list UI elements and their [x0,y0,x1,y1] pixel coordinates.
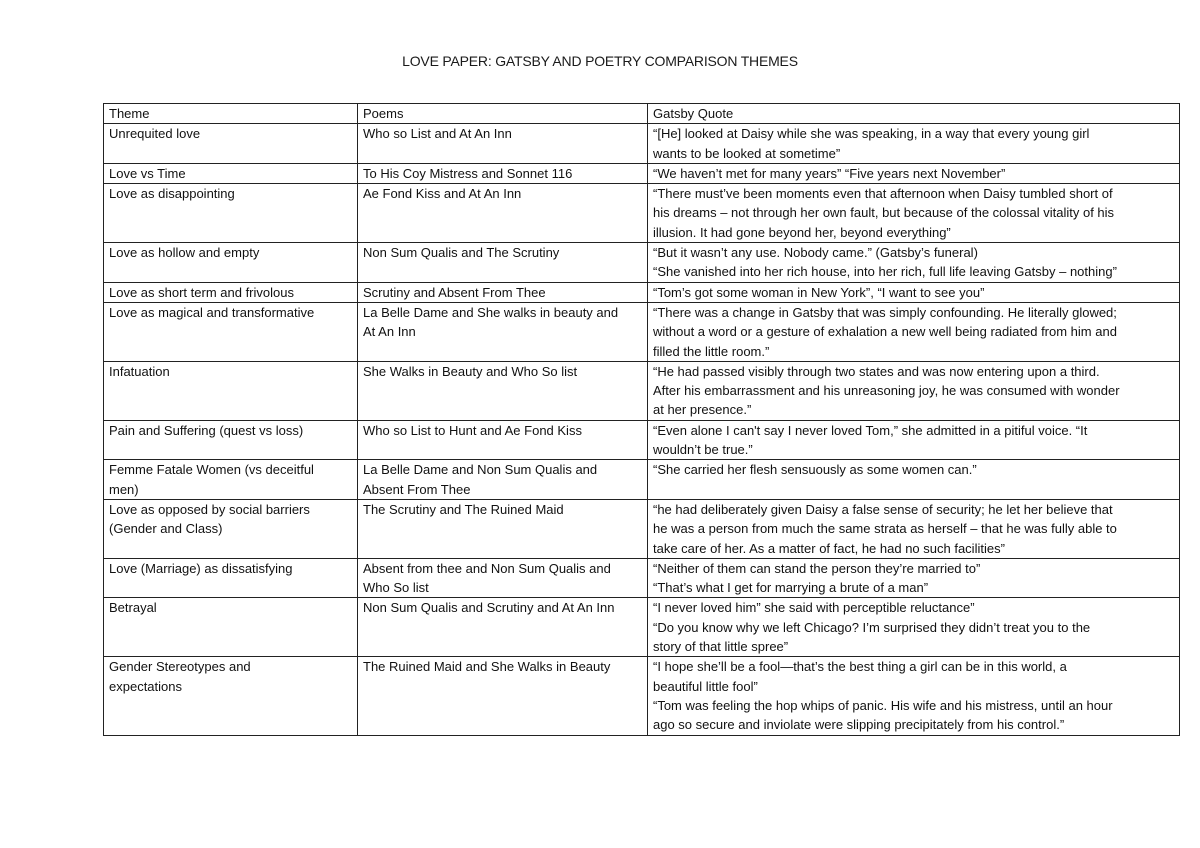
quote-cell-line: “Tom’s got some woman in New York”, “I want to see you” [653,284,985,300]
theme-cell-line: Infatuation [109,363,170,379]
quote-cell [648,657,1180,735]
quote-cell-line: take care of her. As a matter of fact, he had no such facilities” [653,540,1005,556]
poems-cell [358,184,648,243]
quote-cell-line: “He had passed visibly through two states and was now entering upon a third. [653,363,1100,379]
theme-cell-line: Unrequited love [109,126,201,142]
quote-cell-line: After his embarrassment and his unreasoning joy, he was consumed with wonder [653,383,1120,399]
quote-cell-line: “There must’ve been moments even that afternoon when Daisy tumbled short of [653,186,1113,202]
quote-cell [648,598,1180,657]
theme-cell [104,499,358,558]
poems-cell-line: The Ruined Maid and She Walks in Beauty [363,659,611,675]
quote-cell-line: ago so secure and inviolate were slipping precipitately from his control.” [653,717,1065,733]
poems-cell-line: To His Coy Mistress and Sonnet 116 [363,165,573,181]
theme-cell [104,163,358,183]
quote-cell-line: wants to be looked at sometime” [653,145,841,161]
quote-cell [648,124,1180,164]
quote-cell [648,302,1180,361]
poems-cell [358,499,648,558]
quote-cell-line: “Even alone I can't say I never loved Tom,” she admitted in a pitiful voice. “It [653,422,1088,438]
quote-cell-line: “She carried her flesh sensuously as some women can.” [653,462,977,478]
quote-cell-line: “We haven’t met for many years” “Five years next November” [653,165,1006,181]
quote-cell-line: “I hope she’ll be a fool—that’s the best thing a girl can be in this world, a [653,659,1067,675]
table-body [104,124,1180,735]
quote-cell-line: without a word or a gesture of exhalation a new well being radiated from him and [653,324,1117,340]
theme-cell-line: Pain and Suffering (quest vs loss) [109,422,304,438]
theme-cell [104,558,358,598]
theme-cell-line: Gender Stereotypes and [109,659,251,675]
poems-cell-line: At An Inn [363,324,416,340]
table-row [104,558,1180,598]
poems-cell [358,460,648,500]
quote-cell-line: “Tom was feeling the hop whips of panic. His wife and his mistress, until an hour [653,697,1113,713]
theme-cell [104,657,358,735]
quote-cell-line: illusion. It had gone beyond her, beyond everything” [653,224,951,240]
theme-cell [104,598,358,657]
poems-cell [358,598,648,657]
table-row [104,243,1180,283]
quote-cell-line: at her presence.” [653,402,752,418]
theme-cell [104,282,358,302]
theme-cell [104,302,358,361]
table-row [104,598,1180,657]
poems-cell [358,558,648,598]
quote-cell-line: “She vanished into her rich house, into her rich, full life leaving Gatsby – nothing” [653,264,1117,280]
poems-cell-line: Scrutiny and Absent From Thee [363,284,546,300]
quote-cell-line: beautiful little fool” [653,678,758,694]
quote-cell [648,282,1180,302]
quote-cell [648,184,1180,243]
document-title: LOVE PAPER: GATSBY AND POETRY COMPARISON THEMES [402,53,798,69]
poems-cell-line: La Belle Dame and Non Sum Qualis and [363,462,598,478]
poems-cell [358,420,648,460]
header-gatsby-quote: Gatsby Quote [648,104,1180,124]
theme-cell-line: expectations [109,678,182,694]
poems-cell-line: La Belle Dame and She walks in beauty and [363,304,619,320]
quote-cell [648,361,1180,420]
poems-cell [358,361,648,420]
poems-cell-line: Non Sum Qualis and The Scrutiny [363,245,560,261]
theme-cell [104,124,358,164]
theme-cell-line: Love as hollow and empty [109,245,260,261]
header-poems: Poems [358,104,648,124]
quote-cell-line: “There was a change in Gatsby that was simply confounding. He literally glowed; [653,304,1117,320]
theme-cell-line: Love as short term and frivolous [109,284,294,300]
poems-cell-line: Who so List and At An Inn [363,126,512,142]
quote-cell [648,558,1180,598]
quote-cell [648,163,1180,183]
quote-cell [648,420,1180,460]
quote-cell [648,243,1180,283]
themes-table [103,103,1180,736]
poems-cell [358,243,648,283]
table-row [104,163,1180,183]
table-row [104,499,1180,558]
theme-cell-line: Love vs Time [109,165,186,181]
poems-cell-line: Absent From Thee [363,481,471,497]
poems-cell-line: Ae Fond Kiss and At An Inn [363,186,522,202]
table-row [104,460,1180,500]
quote-cell-line: “But it wasn’t any use. Nobody came.” (Gatsby’s funeral) [653,245,978,261]
quote-cell-line: “I never loved him” she said with perceptible reluctance” [653,600,975,616]
table-row [104,657,1180,735]
theme-cell-line: men) [109,481,139,497]
theme-cell-line: (Gender and Class) [109,521,223,537]
table-header-row [104,104,1180,124]
table-row [104,361,1180,420]
poems-cell [358,124,648,164]
poems-cell [358,163,648,183]
theme-cell [104,420,358,460]
poems-cell [358,302,648,361]
quote-cell-line: “Do you know why we left Chicago? I’m surprised they didn’t treat you to the [653,619,1091,635]
table-row [104,124,1180,164]
quote-cell-line: “[He] looked at Daisy while she was speaking, in a way that every young girl [653,126,1090,142]
theme-cell-line: Love as disappointing [109,186,235,202]
poems-cell [358,657,648,735]
theme-cell-line: Love as magical and transformative [109,304,315,320]
theme-cell [104,361,358,420]
quote-cell [648,460,1180,500]
quote-cell [648,499,1180,558]
table-row [104,302,1180,361]
table-row [104,420,1180,460]
theme-cell-line: Love (Marriage) as dissatisfying [109,560,293,576]
poems-cell-line: Who so List to Hunt and Ae Fond Kiss [363,422,582,438]
quote-cell-line: “he had deliberately given Daisy a false sense of security; he let her believe that [653,501,1113,517]
poems-cell-line: She Walks in Beauty and Who So list [363,363,578,379]
quote-cell-line: story of that little spree” [653,639,789,655]
poems-cell-line: Who So list [363,580,429,596]
poems-cell-line: Non Sum Qualis and Scrutiny and At An Inn [363,600,615,616]
quote-cell-line: “Neither of them can stand the person they’re married to” [653,560,981,576]
poems-cell [358,282,648,302]
theme-cell [104,460,358,500]
poems-cell-line: Absent from thee and Non Sum Qualis and [363,560,611,576]
quote-cell-line: filled the little room.” [653,343,770,359]
quote-cell-line: wouldn’t be true.” [653,442,753,458]
table-row [104,184,1180,243]
quote-cell-line: “That’s what I get for marrying a brute of a man” [653,580,929,596]
theme-cell-line: Love as opposed by social barriers [109,501,310,517]
theme-cell-line: Betrayal [109,600,157,616]
theme-cell [104,184,358,243]
table-row [104,282,1180,302]
theme-cell [104,243,358,283]
theme-cell-line: Femme Fatale Women (vs deceitful [109,462,314,478]
poems-cell-line: The Scrutiny and The Ruined Maid [363,501,564,517]
header-theme: Theme [104,104,358,124]
quote-cell-line: he was a person from much the same strata as herself – that he was fully able to [653,521,1117,537]
quote-cell-line: his dreams – not through her own fault, but because of the colossal vitality of his [653,205,1115,221]
